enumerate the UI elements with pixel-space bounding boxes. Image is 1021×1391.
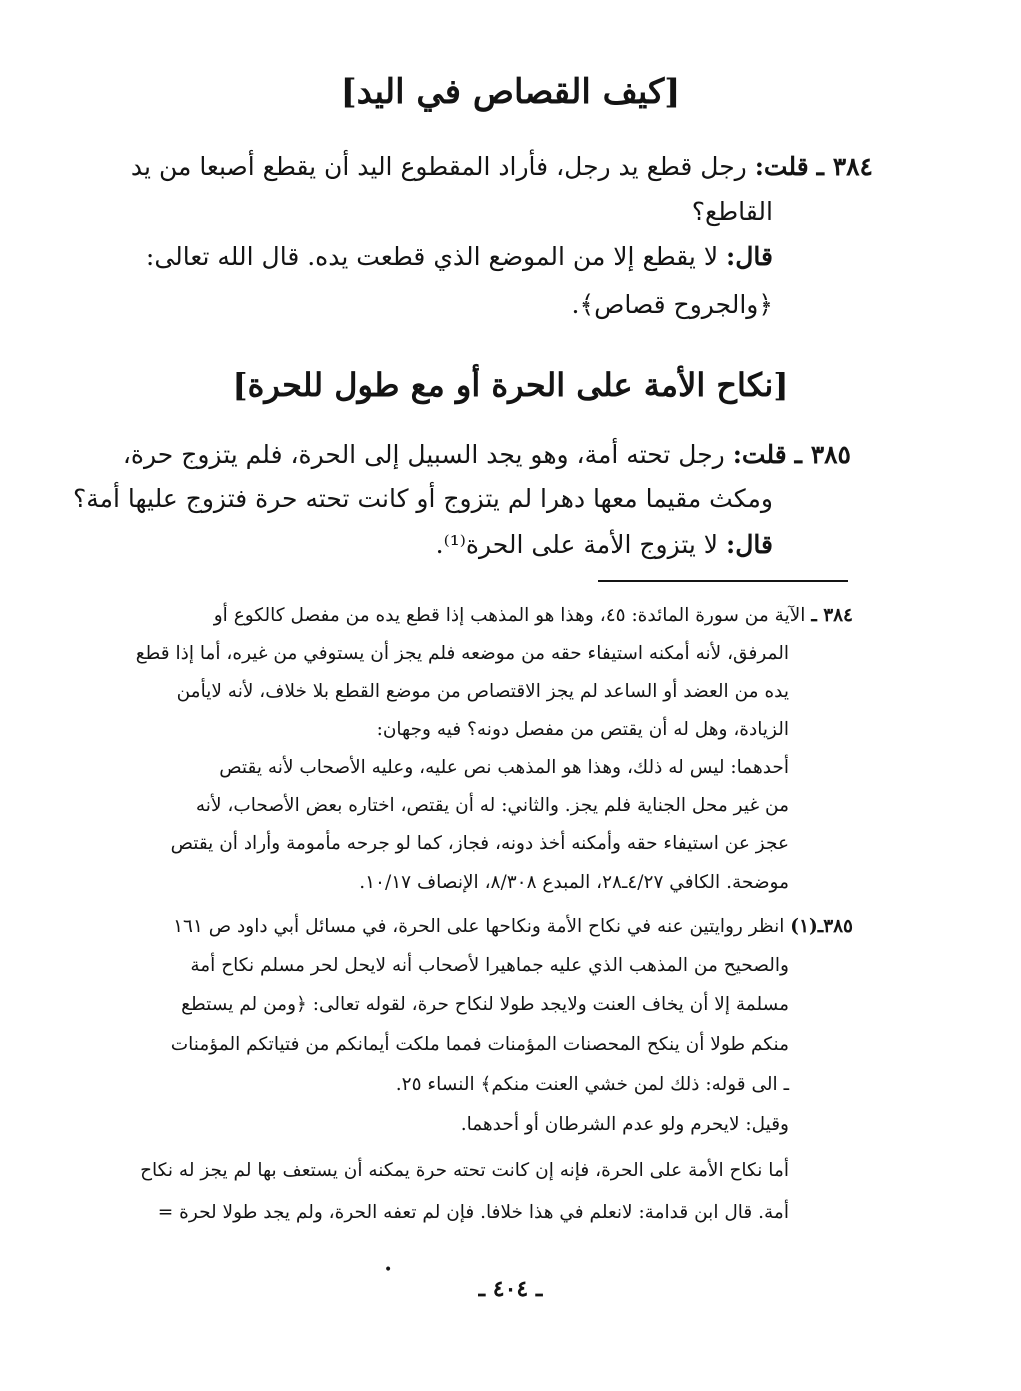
question-384-line-2: [692, 197, 773, 226]
footnote-384-line: المرفق، لأنه أمكنه استيفاء حقه من موضعه فلم يجز أن يستوفي من غيره، أما إذا قطع: [135, 643, 789, 664]
footnote-384-line: يده من العضد أو الساعد لم يجز الاقتصاص من موضع القطع بلا خلاف، لأنه لايأمن: [176, 681, 789, 702]
footnote-385-line: منكم طولا أن ينكح المحصنات المؤمنات فمما ملكت أيمانكم من فتياتكم المؤمنات: [170, 1034, 789, 1055]
footnote-384-line-1: [214, 605, 853, 626]
answer-384-line-1: [146, 242, 773, 271]
section-heading-slave-marriage: [نكاح الأمة على الحرة أو مع طول للحرة]: [232, 366, 789, 404]
question-385-line-1: [123, 440, 851, 469]
footnote-number: ٣٨٤ ـ: [811, 605, 853, 626]
footnote-text: الآية من سورة المائدة: ٤٥، وهذا هو المذهب إذا قطع يده من مفصل كالكوع أو: [213, 605, 806, 626]
question-385-line-2: [73, 484, 773, 513]
answer-384-line-2: [572, 290, 773, 319]
question-text: القاطع؟: [691, 197, 773, 226]
footnote-385-line: وقيل: لايحرم ولو عدم الشرطان أو أحدهما.: [460, 1114, 789, 1135]
answer-385-line-1: [436, 530, 773, 559]
footnote-384-line: من غير محل الجناية فلم يجز. والثاني: له أن يقتص، اختاره بعض الأصحاب، لأنه: [195, 795, 789, 816]
question-384-line-1: [131, 152, 873, 181]
page-number: ـ ٤٠٤ ـ: [478, 1276, 543, 1302]
question-text: رجل قطع يد رجل، فأراد المقطوع اليد أن يقطع أصبعا من يد: [130, 152, 747, 181]
stray-mark-icon: •: [384, 1262, 393, 1278]
question-number: ٣٨٥ ـ: [794, 440, 851, 469]
footnote-separator: [598, 580, 848, 582]
footnote-384-line: أحدهما: ليس له ذلك، وهذا هو المذهب نص عليه، وعليه الأصحاب لأنه يقتص: [219, 757, 789, 778]
footnote-384-line: عجز عن استيفاء حقه وأمكنه أخذ دونه، فجاز، كما لو جرحه مأمومة وأراد أن يقتص: [170, 833, 789, 854]
answer-text: لا يتزوج الأمة على الحرة⁽¹⁾.: [435, 530, 719, 559]
question-number: ٣٨٤ ـ: [816, 152, 873, 181]
continuation-line: أمة. قال ابن قدامة: لانعلم في هذا خلافا. فإن لم تعفه الحرة، ولم يجد طولا لحرة =: [157, 1202, 789, 1223]
section-heading-hand-retaliation: [كيف القصاص في اليد]: [340, 72, 681, 112]
question-text: ومكث مقيما معها دهرا لم يتزوج أو كانت تحته حرة فتزوج عليها أمة؟: [72, 484, 773, 513]
footnote-384-line: موضحة. الكافي ٤/٢٧ـ٢٨، المبدع ٨/٣٠٨، الإنصاف ١٠/١٧.: [359, 872, 789, 893]
footnote-number: ٣٨٥ـ(١): [790, 916, 853, 937]
footnote-385-line: مسلمة إلا أن يخاف العنت ولايجد طولا لنكاح حرة، لقوله تعالى: ﴿ومن لم يستطع: [181, 994, 789, 1015]
footnote-384-line: الزيادة، وهل له أن يقتص من مفصل دونه؟ فيه وجهان:: [376, 719, 789, 740]
footnote-385-line: والصحيح من المذهب الذي عليه جماهيرا لأصحاب أنه لايحل لحر مسلم نكاح أمة: [190, 955, 789, 976]
continuation-line: أما نكاح الأمة على الحرة، فإنه إن كانت تحته حرة يمكنه أن يستعف بها لم يجز له نكاح: [140, 1160, 789, 1181]
footnote-385-line: ـ الى قوله: ذلك لمن خشي العنت منكم﴾ النساء ٢٥.: [395, 1074, 789, 1095]
footnote-text: انظر روايتين عنه في نكاح الأمة ونكاحها على الحرة، في مسائل أبي داود ص ١٦١: [173, 916, 785, 937]
answer-label: قال:: [726, 242, 773, 271]
question-label: قلت:: [732, 440, 787, 469]
answer-text: ﴿والجروح قصاص﴾.: [571, 290, 773, 319]
answer-text: لا يقطع إلا من الموضع الذي قطعت يده. قال الله تعالى:: [145, 242, 719, 271]
answer-label: قال:: [726, 530, 773, 559]
question-label: قلت:: [754, 152, 809, 181]
question-text: رجل تحته أمة، وهو يجد السبيل إلى الحرة، فلم يتزوج حرة،: [122, 440, 725, 469]
footnote-385-line-1: [173, 916, 853, 937]
